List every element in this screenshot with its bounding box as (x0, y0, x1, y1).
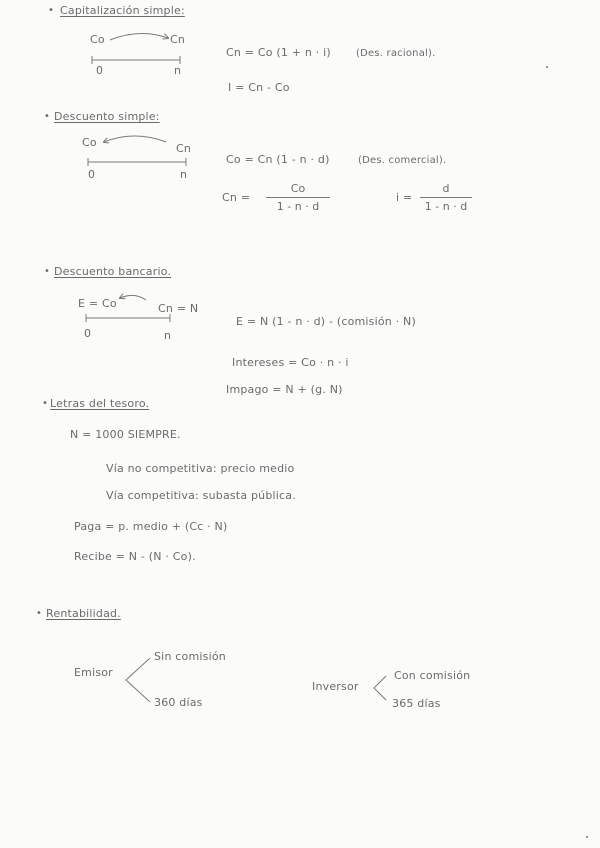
banc-n-label: n (164, 329, 172, 342)
desc-frac-right-den: 1 - n · d (424, 200, 468, 213)
scan-speck (546, 66, 548, 68)
scan-speck (586, 836, 588, 838)
rent-emisor: Emisor (74, 666, 113, 679)
desc-zero-label: 0 (88, 168, 96, 181)
letras-line-4: Paga = p. medio + (Cc · N) (74, 520, 228, 533)
heading-letras: Letras del tesoro. (50, 397, 150, 410)
cap-n-label: n (174, 64, 182, 77)
bullet: • (44, 111, 51, 122)
cap-co-label: Co (90, 33, 105, 46)
desc-fraction-left (266, 182, 330, 213)
cap-formula-1-note: (Des. racional). (356, 48, 436, 59)
inversor-bracket (374, 676, 386, 700)
desc-frac-left-den: 1 - n · d (276, 200, 320, 213)
heading-rentabilidad: Rentabilidad. (46, 607, 121, 620)
cap-formula-2: I = Cn - Co (228, 81, 290, 94)
letras-line-2: Vía no competitiva: precio medio (106, 462, 295, 475)
cap-cn-label: Cn (170, 33, 186, 46)
bullet: • (42, 398, 49, 409)
banc-cn-n-label: Cn = N (158, 302, 199, 315)
cap-arrow (110, 33, 168, 40)
desc-frac-left-num: Co (290, 182, 306, 195)
bullet: • (44, 266, 51, 277)
rent-emisor-top: Sin comisión (154, 650, 226, 663)
desc-formula-1-note: (Des. comercial). (358, 155, 447, 166)
desc-frac-right-num: d (442, 182, 450, 195)
desc-frac-left-lhs: Cn = (222, 191, 251, 204)
banc-formula-2: Intereses = Co · n · i (232, 356, 349, 369)
letras-line-3: Vía competitiva: subasta pública. (106, 489, 296, 502)
banc-arrow (120, 295, 146, 300)
cap-formula-1: Cn = Co (1 + n · i) (226, 46, 331, 59)
desc-frac-right-lhs: i = (396, 191, 413, 204)
banc-formula-1: E = N (1 - n · d) - (comisión · N) (236, 315, 416, 328)
emisor-bracket (126, 658, 150, 702)
banc-zero-label: 0 (84, 327, 92, 340)
heading-descuento-bancario: Descuento bancario. (54, 265, 172, 278)
desc-co-label: Co (82, 136, 97, 149)
bullet: • (36, 608, 43, 619)
desc-formula-1: Co = Cn (1 - n · d) (226, 153, 330, 166)
letras-line-1: N = 1000 SIEMPRE. (70, 428, 181, 441)
rent-inversor-top: Con comisión (394, 669, 471, 682)
banc-e-co-label: E = Co (78, 297, 117, 310)
bullet: • (48, 5, 55, 16)
letras-line-5: Recibe = N - (N · Co). (74, 550, 196, 563)
desc-arrow (104, 136, 166, 142)
heading-descuento-simple: Descuento simple: (54, 110, 160, 123)
cap-zero-label: 0 (96, 64, 104, 77)
rent-inversor: Inversor (312, 680, 359, 693)
rent-inversor-bottom: 365 días (392, 697, 441, 710)
banc-formula-3: Impago = N + (g. N) (226, 383, 343, 396)
heading-capitalizacion: Capitalización simple: (60, 4, 185, 17)
desc-n-label: n (180, 168, 188, 181)
rent-emisor-bottom: 360 días (154, 696, 203, 709)
desc-fraction-right (420, 182, 472, 213)
desc-cn-label: Cn (176, 142, 192, 155)
